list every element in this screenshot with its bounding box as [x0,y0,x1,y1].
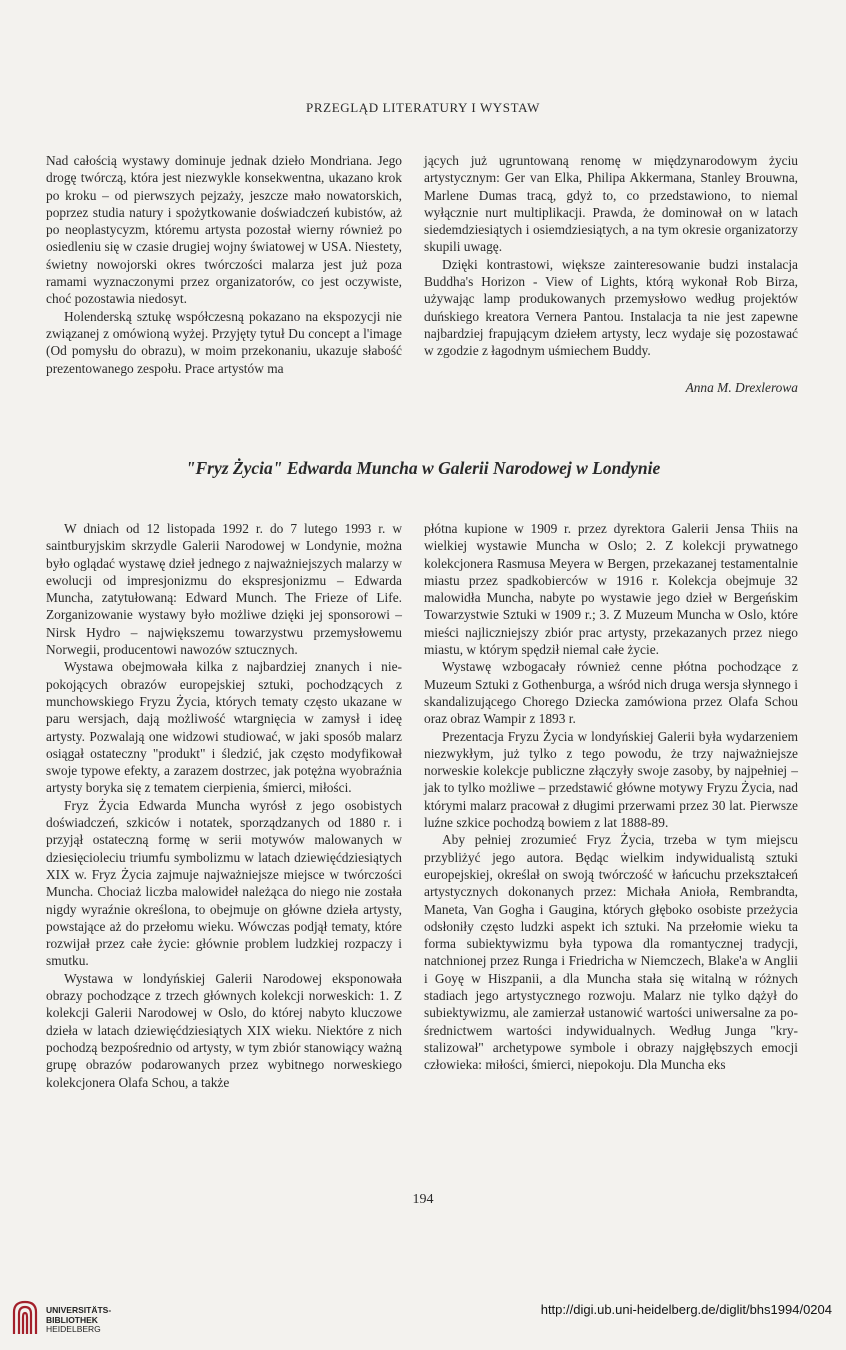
library-name-line2: BIBLIOTHEK [46,1314,98,1325]
library-name[interactable] [46,1306,111,1335]
library-name-line1: UNIVERSITÄTS- [46,1305,112,1315]
prev-article-left-column [46,152,402,377]
library-name-line3: HEIDELBERG [46,1324,101,1334]
paragraph: Dzięki kontrastowi, większe zainteresowanie budzi instalacja Buddha's Horizon - View of Lights, którą wykonał Rob Birza, używając lamp produkowanych przemysłowo według projektów duńskiego kreatora Vernera Pantou. Instalacja ta nie jest zapewne najbardziej frapującym dziełem artysty, lecz wydaje się pozostawać w zgodzie z łagodnym uśmiechem Buddy. [424,256,798,359]
logo-arches [14,1302,36,1334]
paragraph: Fryz Życia Edwarda Muncha wyrósł z jego osobistych doświadczeń, szkiców i notatek, sporządzanych od 1880 r. i przyjął ostateczną formę w serii motywów malowanych w dziesięcioleciu triumfu symbolizmu w latach dziewięćdziesiątych XIX w. Fryz Życia zajmuje najważniejsze miejsce w twórczości Muncha. Chociaż liczba malowideł należąca do niego nie została nigdy wyraźnie określona, to obejmuje on główne dzieła artysty, powstające aż do przełomu wieku. Wówczas podjął tematy, które rozwijał przez całe życie: głównie problem ludzkiej rozpaczy i smutku. [46,797,402,969]
author-signature: Anna M. Drexlerowa [685,380,798,395]
paragraph: Nad całością wystawy dominuje jednak dzieło Mondriana. Jego drogę twórczą, która jest niezwykle konsekwentna, ukazano krok po kroku – od pierwszych pejzaży, jeszcze mało nowatorskich, poprzez studia natury i spożytkowanie doświadczeń kubistów, aż po neoplastycyzm, któremu artysta pozostał wierny również po osiedleniu się w czasie drugiej wojny światowej w USA. Niestety, świetny nowojorski okres twórczości malarza jest już poza ramami wyznaczonymi przez organizatorów, co jest oczywiste, choć pozostawia niedosyt. [46,153,402,307]
paragraph: Wystawę wzbogacały również cenne płótna pochodzące z Muzeum Sztuki z Gothenburga, a wśród nich druga wersja słynnego i skandalizującego Chorego Dziecka zamówiona przez Olafa Schou oraz obraz Wampir z 1893 r. [424,659,798,727]
paragraph: Wystawa obejmowała kilka z najbardziej znanych i niepokojących obrazów europejskiej sztuki, pochodzących z munchowskiego Fryzu Życia, których tematy często ukazane w paru wersjach, dają możliwość wtargnięcia w zamysł i ideę artysty. Pozwalają one widzowi studiować, w jaki sposób malarz osiągał ostateczny "produkt" i śledzić, jak często modyfikował swoje typowe efekty, a zarazem dostrzec, jak potężna wyobraźnia artysty boryka się z tematem cierpienia, śmierci, miłości. [46,659,402,796]
paragraph: W dniach od 12 listopada 1992 r. do 7 lutego 1993 r. w saintburyjskim skrzydle Galerii Narodowej w Londynie, można było oglądać wystawę dzieł jednego z najważniejszych malarzy w ewolucji od impresjonizmu do ekspresjonizmu – Edwarda Muncha, zatytułowaną: Edward Munch. The Frieze of Life. Zorganizowanie wystawy było możliwe dzięki jej sponsorowi – Nirsk Hydro – największemu towarzystwu przemysłowemu Norwegii, producentowi nawozów sztucznych. [46,521,402,658]
paragraph: płótna kupione w 1909 r. przez dyrektora Galerii Jensa Thiis na wielkiej wystawie Muncha w Oslo; 2. Z kolekcji prywatnego kolekcjonera Rasmusa Meyera w Bergen, przekazanej testamentalnie miastu przez spadkobierców w 1916 r. Kolekcja obejmuje 32 malowidła Muncha, nabyte po wystawie jego dzieł w Bergeńskim Towarzystwie Sztuki w 1909 r.; 3. Z Muzeum Muncha w Oslo, które mieści najliczniejszy zbiór prac artysty, przekazanych przez niego miastu, w którym spędził niemal całe życie. [424,521,798,658]
page-number: 194 [412,1192,434,1207]
library-logo-icon[interactable] [10,1298,40,1338]
prev-article-right-column [424,152,798,360]
article-left-column [46,520,402,1091]
paragraph: Prezentacja Fryzu Życia w londyńskiej Galerii była wydarzeniem niezwykłym, już tylko z tego powodu, że trzy najważniejsze norweskie kolekcje publiczne złączyły swoje zasoby, by najpełniej – jak to tylko możliwe – przedstawić główne motywy Fryzu Życia, nad którymi malarz pracował z długimi przerwami przez 30 lat. Pierwsze luźne szkice pochodzą bowiem z lat 1888-89. [424,728,798,831]
footer-bar [0,1290,846,1350]
source-url-link[interactable]: http://digi.ub.uni-heidelberg.de/diglit/bhs1994/0204 [540,1302,832,1317]
running-header: PRZEGLĄD LITERATURY I WYSTAW [306,100,540,115]
paragraph: Holenderską sztukę współczesną pokazano na ekspozycji nie związanej z omówioną wyżej. Przyjęty tytuł Du concept a l'image (Od pomysłu do obrazu), w moim przekonaniu, ukazuje słabość prezentowanego zespołu. Prace artystów ma [46,308,402,376]
paragraph: Aby pełniej zrozumieć Fryz Życia, trzeba w tym miejscu przybliżyć jego autora. Będąc wielkim indywidualistą sztuki europejskiej, określał on swoją twórczość w łańcuchu przekształceń artystycznych dokonanych przez: Michała Anioła, Rembrandta, Maneta, Van Gogha i Gaugina, których głęboko osobiste przeżycia odsłoniły często ludzki aspekt ich sztuki. Na przełomie wieku ta forma subiektywizmu była typowa dla romantycznej tradycji, natchnionej przez Runga i Friedricha w Niemczech, Blake'a w Anglii i Goyę w Hiszpanii, a dla Muncha stała się witalną w różnych stadiach jego artystycznego rozwoju. Malarz nie tylko dążył do subiektywizmu, ale zamierzał ustanowić wartości uniwersalne za pośrednictwem wartości indywidualnych. Według Junga "krystalizował" archetypowe symbole i obrazy najgłębszych emocji człowieka: miłości, śmierci, niepokoju. Dla Muncha eks [424,832,798,1073]
article-title: "Fryz Życia" Edwarda Muncha w Galerii Narodowej w Londynie [185,458,661,478]
article-right-column [424,520,798,1074]
paragraph: Wystawa w londyńskiej Galerii Narodowej eksponowała obrazy pochodzące z trzech głównych kolekcji norweskich: 1. Z kolekcji Galerii Narodowej w Oslo, do której nabyto kluczowe dzieła w latach dziewięćdziesiątych XIX wieku. Niektóre z nich pochodzą bezpośrednio od artysty, w tym zbiór stanowiący ważną grupę obrazów podarowanych przez wybitnego norweskiego kolekcjonera Olafa Schou, a także [46,970,402,1090]
paragraph: jących już ugruntowaną renomę w międzynarodowym życiu artystycznym: Ger van Elka, Philipa Akkermana, Stanley Brouwna, Marlene Dumas tracą, gdyż to, co przedstawiono, to niemal wyłącznie nurt multiplikacji. Prawda, że dominował on w latach siedemdziesiątych i osiemdziesiątych, a na tym okresie organizatorzy skupili uwagę. [424,153,798,255]
